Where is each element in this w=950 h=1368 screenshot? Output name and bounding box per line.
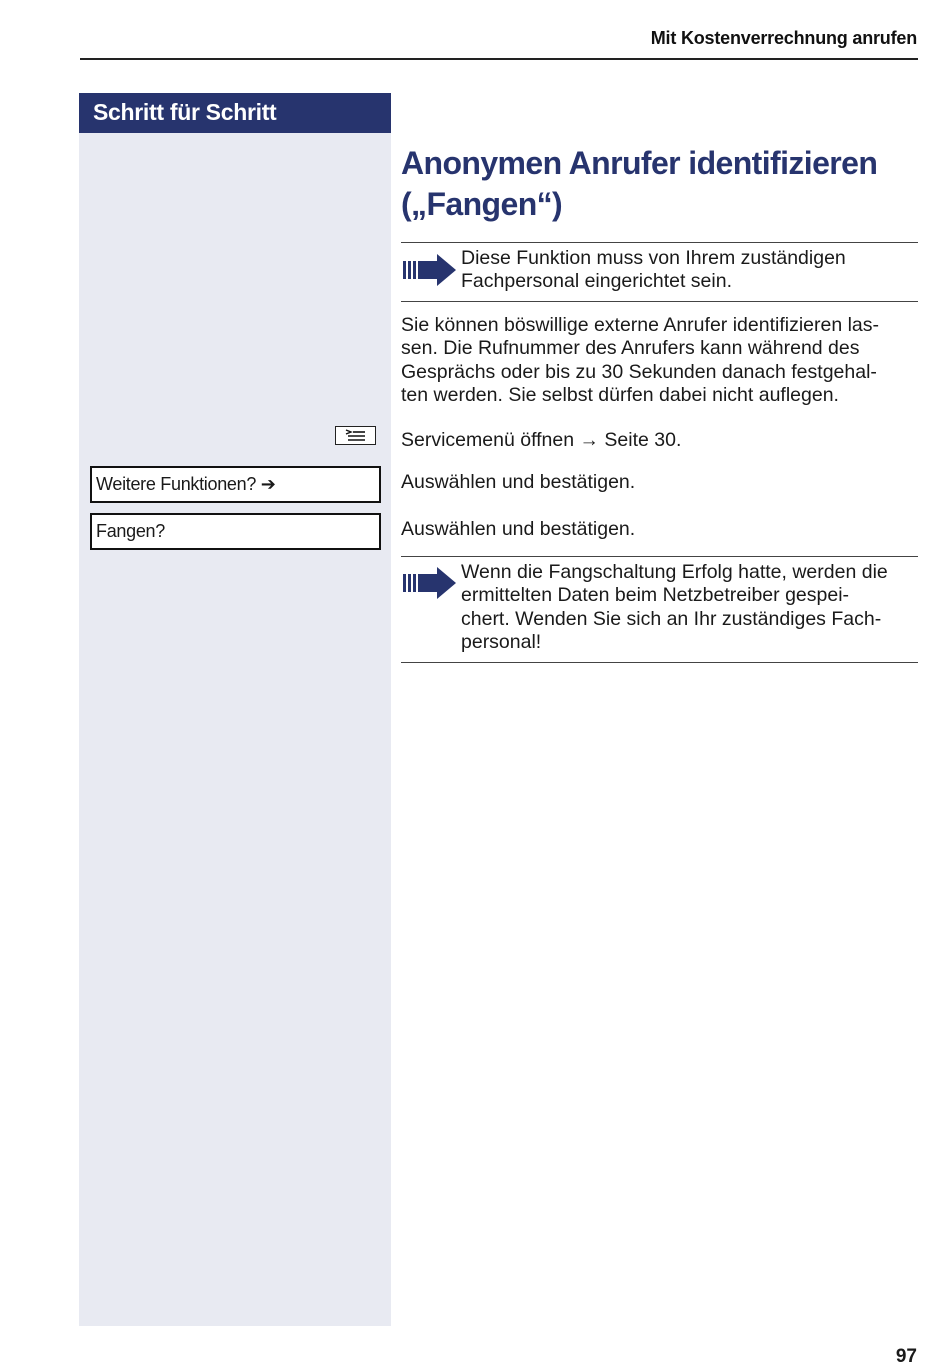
note-line: chert. Wenden Sie sich an Ihr zuständiges Fach- bbox=[461, 607, 882, 630]
step-select-confirm: Auswählen und bestätigen. bbox=[401, 471, 636, 493]
step-sidebar bbox=[79, 93, 391, 1326]
paragraph-line: Sie können böswillige externe Anrufer identifizieren las- bbox=[401, 314, 880, 336]
intro-paragraph bbox=[401, 314, 918, 408]
step-select-confirm: Auswählen und bestätigen. bbox=[401, 518, 636, 540]
page-title-line-1: Anonymen Anrufer identifizieren bbox=[401, 145, 878, 181]
paragraph-line: sen. Die Rufnummer des Anrufers kann während des bbox=[401, 337, 860, 360]
page-number: 97 bbox=[895, 1346, 917, 1367]
page-header-title: Mit Kostenverrechnung anrufen bbox=[650, 28, 917, 48]
paragraph-line: ten werden. Sie selbst dürfen dabei nicht auflegen. bbox=[401, 384, 839, 407]
display-option-fangen[interactable]: Fangen? bbox=[90, 513, 381, 550]
note-line: Diese Funktion muss von Ihrem zuständigen bbox=[461, 247, 846, 269]
service-menu-key-icon bbox=[335, 426, 376, 445]
note-arrow-icon bbox=[401, 253, 457, 287]
display-option-weitere-funktionen[interactable]: Weitere Funktionen? ➔ bbox=[90, 466, 381, 503]
step-open-service-menu: Servicemenü öffnen → Seite 30. bbox=[401, 429, 682, 451]
page-title bbox=[401, 143, 918, 225]
note-bottom-rule bbox=[401, 662, 918, 663]
page-title-line-2: („Fangen“) bbox=[401, 186, 563, 222]
note-line: ermittelten Daten beim Netzbetreiber gespei- bbox=[461, 584, 850, 607]
note-text bbox=[461, 247, 919, 294]
note-text bbox=[461, 561, 919, 655]
note-line: Wenn die Fangschaltung Erfolg hatte, werden die bbox=[461, 561, 888, 583]
note-top-rule bbox=[401, 556, 918, 557]
note-line: Fachpersonal eingerichtet sein. bbox=[461, 270, 732, 293]
note-top-rule bbox=[401, 242, 918, 243]
note-arrow-icon bbox=[401, 566, 457, 600]
header-divider bbox=[80, 58, 918, 60]
note-line: personal! bbox=[461, 631, 542, 654]
sidebar-heading: Schritt für Schritt bbox=[79, 93, 391, 133]
note-bottom-rule bbox=[401, 301, 918, 302]
paragraph-line: Gesprächs oder bis zu 30 Sekunden danach festgehal- bbox=[401, 360, 877, 383]
